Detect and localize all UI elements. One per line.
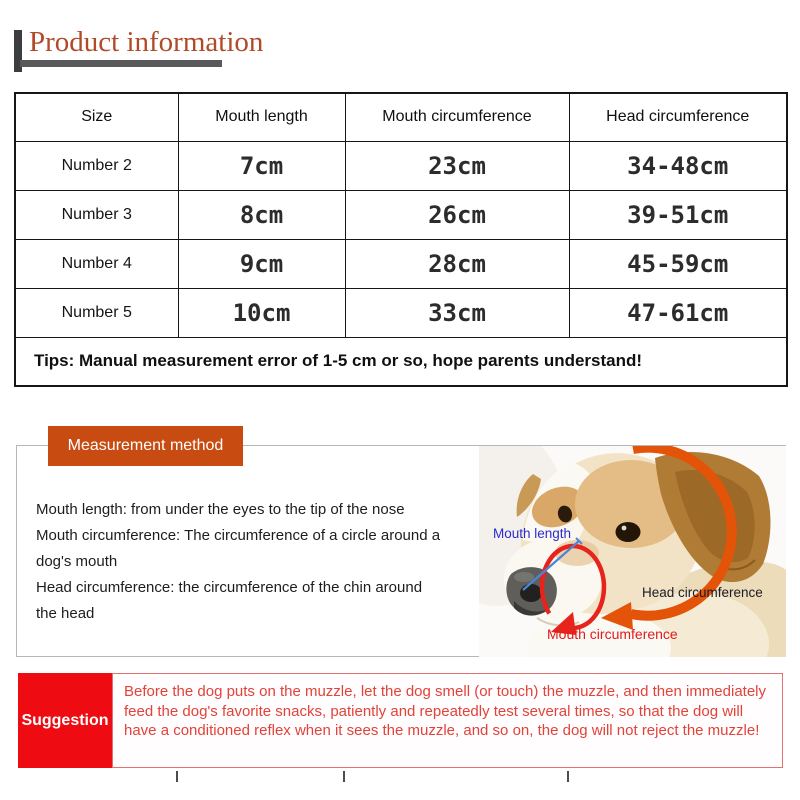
cell-mouth-circumference: 23cm [345, 141, 569, 190]
suggestion-text: Before the dog puts on the muzzle, let the dog smell (or touch) the muzzle, and then immediately feed the dog's favorite snacks, patiently and repeatedly test several times, so that the dog will have a conditioned reflex when it sees the muzzle, and so on, the dog will not reject the muzzle! [112, 673, 783, 768]
measurement-line: Mouth circumference: The circumference of a circle around a [36, 527, 441, 544]
dog-photo [479, 446, 786, 657]
measurement-line: dog's mouth [36, 553, 118, 570]
cell-head-circumference: 47-61cm [569, 288, 787, 337]
col-header-mouth-length: Mouth length [178, 93, 345, 141]
cell-mouth-length: 8cm [178, 190, 345, 239]
cell-mouth-length: 9cm [178, 239, 345, 288]
title-underline [20, 60, 222, 67]
measurement-method-label: Measurement method [48, 426, 243, 466]
cell-mouth-circumference: 33cm [345, 288, 569, 337]
cell-size: Number 4 [15, 239, 178, 288]
next-table-column-stub [567, 771, 569, 782]
cell-mouth-circumference: 26cm [345, 190, 569, 239]
cell-head-circumference: 45-59cm [569, 239, 787, 288]
measurement-line: Mouth length: from under the eyes to the tip of the nose [36, 501, 405, 518]
table-row [15, 239, 787, 288]
table-header-row [15, 93, 787, 141]
cell-head-circumference: 39-51cm [569, 190, 787, 239]
dog-eye [616, 522, 641, 542]
col-header-size: Size [15, 93, 178, 141]
mouth-circumference-label: Mouth circumference [547, 626, 678, 642]
size-table [14, 92, 788, 387]
suggestion-section [18, 673, 783, 768]
measurement-line: Head circumference: the circumference of the chin around [36, 579, 423, 596]
suggestion-label: Suggestion [18, 673, 112, 768]
cell-size: Number 2 [15, 141, 178, 190]
cell-size: Number 5 [15, 288, 178, 337]
size-table-wrap [14, 92, 786, 387]
page-title: Product information [29, 26, 264, 58]
col-header-head-circumference: Head circumference [569, 93, 787, 141]
table-row [15, 288, 787, 337]
tips-text: Tips: Manual measurement error of 1-5 cm or so, hope parents understand! [15, 337, 787, 386]
cell-mouth-circumference: 28cm [345, 239, 569, 288]
cell-size: Number 3 [15, 190, 178, 239]
table-row [15, 190, 787, 239]
next-table-column-stub [343, 771, 345, 782]
mouth-length-label: Mouth length [493, 526, 572, 541]
cell-mouth-length: 10cm [178, 288, 345, 337]
head-circumference-label: Head circumference [642, 585, 763, 600]
measurement-line: the head [36, 605, 95, 622]
col-header-mouth-circumference: Mouth circumference [345, 93, 569, 141]
measurement-description [36, 497, 488, 627]
cell-head-circumference: 34-48cm [569, 141, 787, 190]
table-row [15, 141, 787, 190]
tips-row [15, 337, 787, 386]
next-table-column-stub [176, 771, 178, 782]
cell-mouth-length: 7cm [178, 141, 345, 190]
